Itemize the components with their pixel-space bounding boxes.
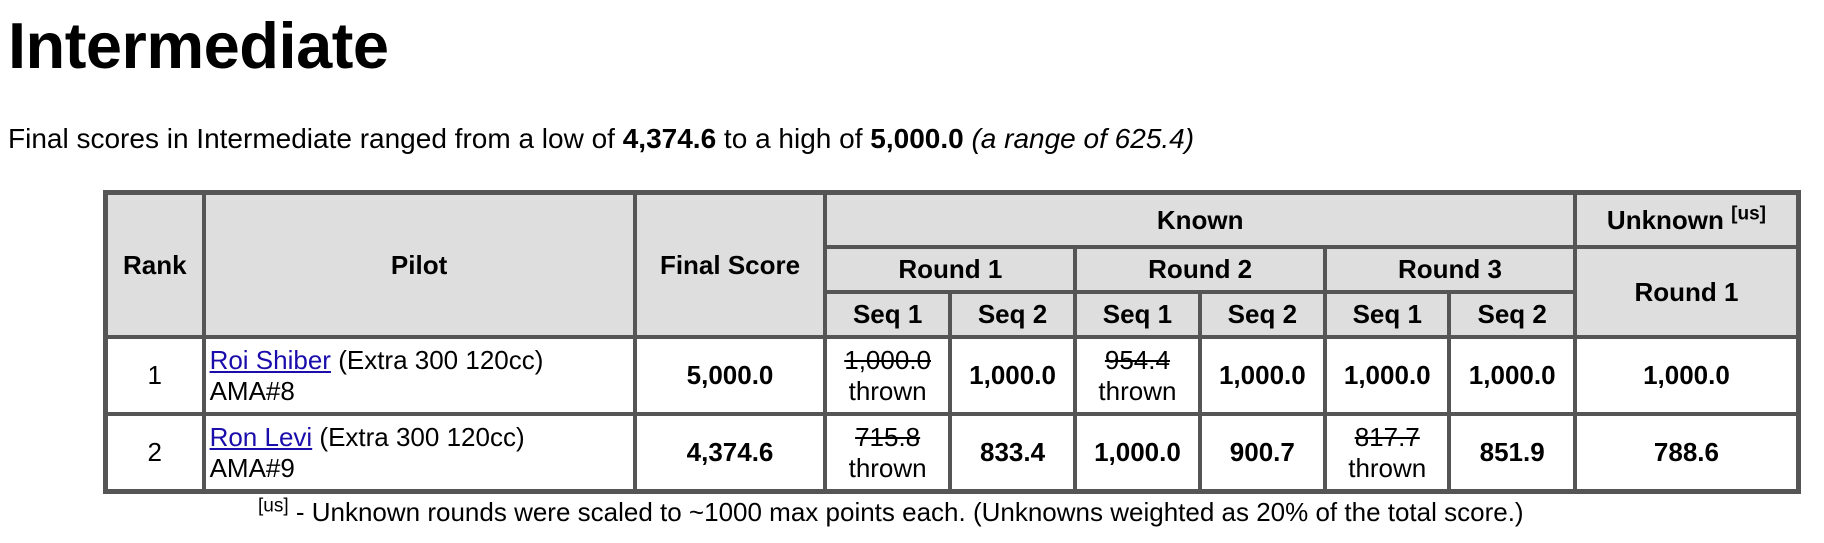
pilot-header: Pilot <box>204 193 635 337</box>
unknown-footnote <box>258 495 1524 529</box>
ama-number: AMA#8 <box>209 375 295 406</box>
r3-seq2-header: Seq 2 <box>1449 292 1574 337</box>
final-score-header: Final Score <box>635 193 826 337</box>
known-round-2-header: Round 2 <box>1075 247 1325 292</box>
pilot-link[interactable]: Ron Levi <box>209 421 313 452</box>
footnote-ref: [us] <box>258 495 289 517</box>
thrown-label: thrown <box>1098 375 1177 406</box>
rank-header: Rank <box>106 193 204 337</box>
score-cell: 851.9 <box>1449 414 1574 491</box>
score-cell: 900.7 <box>1200 414 1325 491</box>
ama-number: AMA#9 <box>209 452 295 483</box>
known-round-1-header: Round 1 <box>825 247 1075 292</box>
r3-seq1-header: Seq 1 <box>1325 292 1449 337</box>
score-cell: 1,000.0 <box>1325 337 1449 414</box>
thrown-score: 715.8 <box>855 421 921 452</box>
unknown-score-cell: 1,000.0 <box>1575 337 1798 414</box>
low-score: 4,374.6 <box>622 123 717 154</box>
score-cell: 1,000.0 <box>950 337 1075 414</box>
final-score-cell: 5,000.0 <box>635 337 826 414</box>
score-cell-thrown <box>1075 337 1199 414</box>
r1-seq1-header: Seq 1 <box>825 292 949 337</box>
score-cell: 1,000.0 <box>1449 337 1574 414</box>
scores-table <box>103 190 1801 494</box>
footnote-text: - Unknown rounds were scaled to ~1000 max points each. (Unknowns weighted as 20% of the total score.) <box>288 497 1524 527</box>
aircraft-label: (Extra 300 120cc) <box>312 421 525 452</box>
known-header: Known <box>825 193 1574 247</box>
aircraft-label: (Extra 300 120cc) <box>330 344 544 375</box>
r2-seq2-header: Seq 2 <box>1200 292 1325 337</box>
rank-cell: 1 <box>106 337 204 414</box>
unknown-footnote-ref: [us] <box>1731 202 1766 224</box>
r2-seq1-header: Seq 1 <box>1075 292 1199 337</box>
score-cell: 1,000.0 <box>1200 337 1325 414</box>
score-cell: 1,000.0 <box>1075 414 1199 491</box>
thrown-score: 817.7 <box>1354 421 1420 452</box>
known-round-3-header: Round 3 <box>1325 247 1575 292</box>
score-range-summary <box>8 120 1194 158</box>
unknown-header <box>1575 193 1798 247</box>
score-cell: 833.4 <box>950 414 1075 491</box>
thrown-label: thrown <box>848 452 927 483</box>
score-cell-thrown <box>825 337 949 414</box>
r1-seq2-header: Seq 2 <box>950 292 1075 337</box>
thrown-label: thrown <box>1348 452 1427 483</box>
thrown-score: 1,000.0 <box>844 344 931 375</box>
table-row <box>106 337 1798 414</box>
thrown-score: 954.4 <box>1104 344 1170 375</box>
unknown-round-1-header: Round 1 <box>1575 247 1798 337</box>
table-row <box>106 414 1798 491</box>
unknown-label: Unknown <box>1606 204 1724 235</box>
unknown-score-cell: 788.6 <box>1575 414 1798 491</box>
page-title: Intermediate <box>8 9 389 82</box>
pilot-cell <box>204 414 635 491</box>
score-cell-thrown <box>825 414 949 491</box>
range-note: (a range of 625.4) <box>971 123 1195 154</box>
final-score-cell: 4,374.6 <box>635 414 826 491</box>
thrown-label: thrown <box>848 375 927 406</box>
high-score: 5,000.0 <box>870 123 964 154</box>
pilot-cell <box>204 337 635 414</box>
intro-middle: to a high of <box>716 123 871 154</box>
intro-prefix: Final scores in Intermediate ranged from a low of <box>8 123 623 154</box>
score-cell-thrown <box>1325 414 1449 491</box>
rank-cell: 2 <box>106 414 204 491</box>
pilot-link[interactable]: Roi Shiber <box>209 344 331 375</box>
